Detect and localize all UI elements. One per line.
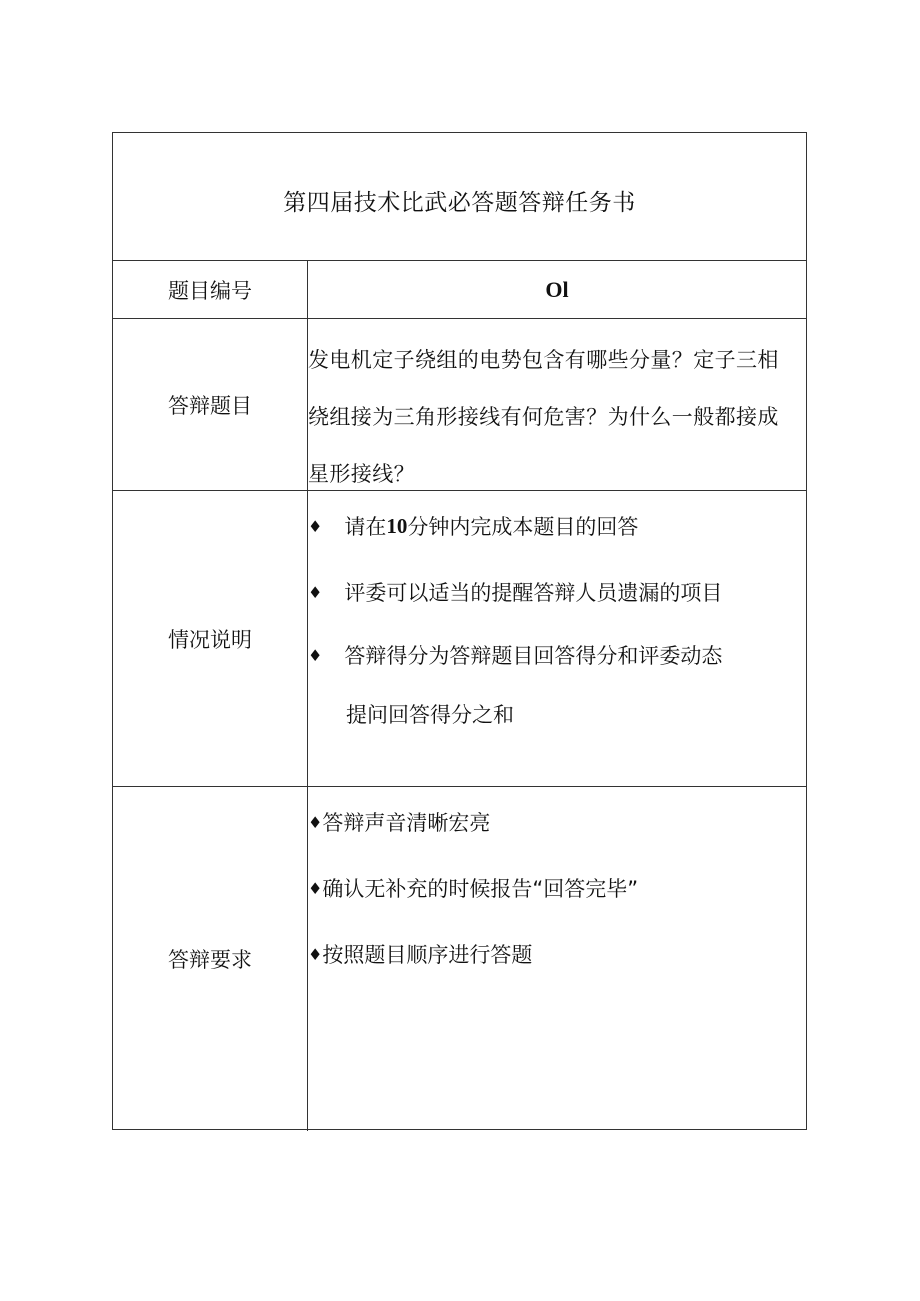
requirement-item [308, 873, 638, 903]
situation-item-prefix: 请在 [344, 515, 387, 539]
value-cell-question-number [308, 261, 806, 318]
label-situation: 情况说明 [113, 491, 308, 786]
question-number-value: Ol [545, 276, 569, 302]
situation-item [308, 640, 722, 670]
document-title: 第四届技术比武必答题答辩任务书 [283, 190, 636, 216]
value-cell-situation [308, 491, 806, 786]
requirement-item [308, 807, 490, 837]
situation-item-continuation: 提问回答得分之和 [346, 703, 514, 727]
title-row [113, 133, 806, 261]
diamond-bullet-icon: ♦ [308, 582, 323, 602]
situation-item-text: 评委可以适当的提醒答辩人员遗漏的项目 [344, 581, 723, 605]
diamond-bullet-icon: ♦ [308, 645, 323, 665]
situation-item-suffix: 分钟内完成本题目的回答 [407, 515, 639, 539]
label-requirements: 答辩要求 [113, 787, 308, 1131]
row-situation [113, 491, 806, 787]
row-requirements [113, 787, 806, 1131]
requirement-item-text: 答辩声音清晰宏亮 [322, 811, 491, 835]
label-question: 答辩题目 [113, 319, 308, 490]
situation-item-text: 答辩得分为答辩题目回答得分和评委动态 [344, 644, 723, 668]
situation-item [308, 511, 638, 541]
requirement-item-text: 按照题目顺序进行答题 [322, 943, 533, 967]
value-cell-question [308, 319, 806, 490]
question-text: 发电机定子绕组的电势包含有哪些分量？定子三相绕组接为三角形接线有何危害？为什么一般都接成星形接线？ [308, 348, 779, 486]
row-question [113, 319, 806, 491]
situation-item-number: 10 [386, 513, 408, 538]
diamond-bullet-icon: ♦ [308, 812, 323, 832]
task-sheet-table [112, 132, 807, 1130]
requirement-item-text: 确认无补充的时候报告“回答完毕” [322, 877, 639, 901]
diamond-bullet-icon: ♦ [308, 516, 323, 536]
situation-item [308, 577, 722, 607]
value-cell-requirements [308, 787, 806, 1131]
row-question-number [113, 261, 806, 319]
requirement-item [308, 939, 532, 969]
label-question-number: 题目编号 [113, 261, 308, 318]
diamond-bullet-icon: ♦ [308, 878, 323, 898]
diamond-bullet-icon: ♦ [308, 944, 323, 964]
